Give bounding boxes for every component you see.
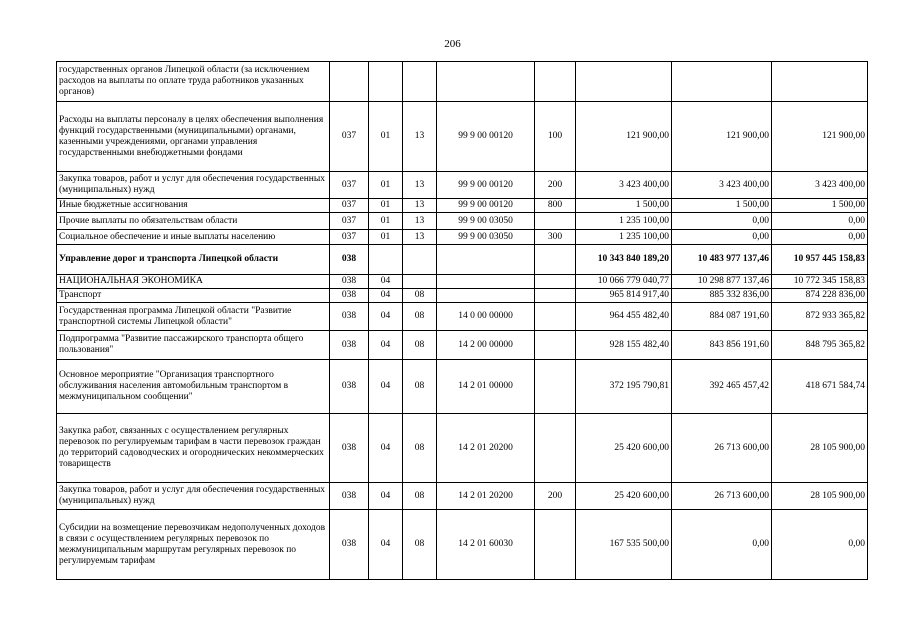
row-name: Государственная программа Липецкой области "Развитие транспортной системы Липецкой области": [57, 303, 330, 331]
row-amount-year2: 884 087 191,60: [672, 303, 772, 331]
row-csr: 99 9 00 00120: [437, 199, 535, 213]
row-pr: [403, 62, 437, 102]
row-csr: 99 9 00 00120: [437, 172, 535, 199]
row-amount-year1: 1 500,00: [576, 199, 672, 213]
row-rz: [369, 245, 403, 275]
row-amount-year2: 10 483 977 137,46: [672, 245, 772, 275]
row-amount-year3: 28 105 900,00: [772, 483, 868, 510]
row-pr: 13: [403, 213, 437, 230]
row-amount-year3: 10 772 345 158,83: [772, 275, 868, 289]
row-name: Транспорт: [57, 289, 330, 303]
row-amount-year2: 0,00: [672, 230, 772, 245]
row-vr: [535, 62, 576, 102]
row-csr: 99 9 00 00120: [437, 102, 535, 172]
row-amount-year2: [672, 62, 772, 102]
row-amount-year1: 1 235 100,00: [576, 213, 672, 230]
row-pr: 08: [403, 289, 437, 303]
page-number: 206: [444, 38, 461, 50]
row-rz: [369, 62, 403, 102]
row-ved: 037: [330, 230, 369, 245]
row-amount-year3: 872 933 365,82: [772, 303, 868, 331]
row-name: Социальное обеспечение и иные выплаты населению: [57, 230, 330, 245]
row-amount-year2: 0,00: [672, 213, 772, 230]
row-amount-year1: [576, 62, 672, 102]
row-csr: 99 9 00 03050: [437, 213, 535, 230]
row-amount-year3: 28 105 900,00: [772, 414, 868, 483]
row-vr: [535, 275, 576, 289]
row-rz: 01: [369, 230, 403, 245]
row-vr: 200: [535, 172, 576, 199]
row-pr: 08: [403, 360, 437, 414]
row-rz: 04: [369, 483, 403, 510]
row-ved: 037: [330, 199, 369, 213]
row-pr: [403, 275, 437, 289]
row-amount-year2: 1 500,00: [672, 199, 772, 213]
row-name: Иные бюджетные ассигнования: [57, 199, 330, 213]
row-csr: [437, 245, 535, 275]
row-csr: 99 9 00 03050: [437, 230, 535, 245]
row-rz: 04: [369, 331, 403, 360]
row-amount-year1: 928 155 482,40: [576, 331, 672, 360]
table-row: [57, 510, 868, 580]
row-ved: 037: [330, 172, 369, 199]
row-amount-year2: 0,00: [672, 510, 772, 580]
row-vr: [535, 331, 576, 360]
row-amount-year1: 25 420 600,00: [576, 483, 672, 510]
row-name: Закупка товаров, работ и услуг для обеспечения государственных (муниципальных) нужд: [57, 483, 330, 510]
row-pr: [403, 245, 437, 275]
table-row: [57, 331, 868, 360]
row-vr: [535, 414, 576, 483]
row-amount-year2: 843 856 191,60: [672, 331, 772, 360]
row-ved: 038: [330, 245, 369, 275]
table-row: [57, 275, 868, 289]
table-row: [57, 360, 868, 414]
row-pr: 13: [403, 172, 437, 199]
row-vr: 100: [535, 102, 576, 172]
row-vr: [535, 213, 576, 230]
row-amount-year3: 1 500,00: [772, 199, 868, 213]
row-amount-year3: [772, 62, 868, 102]
row-vr: [535, 360, 576, 414]
row-csr: [437, 289, 535, 303]
row-rz: 01: [369, 102, 403, 172]
row-amount-year1: 121 900,00: [576, 102, 672, 172]
row-csr: 14 2 01 60030: [437, 510, 535, 580]
table-row: [57, 62, 868, 102]
row-rz: 01: [369, 213, 403, 230]
row-amount-year2: 3 423 400,00: [672, 172, 772, 199]
table-row: [57, 102, 868, 172]
row-amount-year2: 26 713 600,00: [672, 483, 772, 510]
table-row: [57, 199, 868, 213]
row-vr: 800: [535, 199, 576, 213]
row-csr: 14 2 01 00000: [437, 360, 535, 414]
table-row: [57, 289, 868, 303]
row-name: Закупка работ, связанных с осуществлением регулярных перевозок по регулируемым тарифам в части перевозок граждан до территорий садоводческих и огороднических некоммерческих товариществ: [57, 414, 330, 483]
row-rz: 04: [369, 510, 403, 580]
table-row: [57, 414, 868, 483]
row-amount-year2: 121 900,00: [672, 102, 772, 172]
row-pr: 13: [403, 102, 437, 172]
row-amount-year3: 0,00: [772, 213, 868, 230]
row-name: НАЦИОНАЛЬНАЯ ЭКОНОМИКА: [57, 275, 330, 289]
row-csr: 14 2 00 00000: [437, 331, 535, 360]
row-ved: 038: [330, 510, 369, 580]
table-row: [57, 230, 868, 245]
row-vr: [535, 245, 576, 275]
row-amount-year3: 3 423 400,00: [772, 172, 868, 199]
row-amount-year3: 848 795 365,82: [772, 331, 868, 360]
row-rz: 04: [369, 289, 403, 303]
row-ved: 038: [330, 360, 369, 414]
row-amount-year1: 372 195 790,81: [576, 360, 672, 414]
row-csr: 14 0 00 00000: [437, 303, 535, 331]
row-amount-year2: 392 465 457,42: [672, 360, 772, 414]
row-name: Основное мероприятие "Организация транспортного обслуживания населения автомобильным транспортом в межмуниципальном сообщении": [57, 360, 330, 414]
table-row: [57, 303, 868, 331]
row-rz: 01: [369, 199, 403, 213]
row-name: Подпрограмма "Развитие пассажирского транспорта общего пользования": [57, 331, 330, 360]
row-name: Закупка товаров, работ и услуг для обеспечения государственных (муниципальных) нужд: [57, 172, 330, 199]
row-amount-year3: 0,00: [772, 510, 868, 580]
row-rz: 04: [369, 414, 403, 483]
row-amount-year1: 965 814 917,40: [576, 289, 672, 303]
row-ved: 038: [330, 275, 369, 289]
row-amount-year2: 26 713 600,00: [672, 414, 772, 483]
row-ved: 038: [330, 303, 369, 331]
table-row: [57, 213, 868, 230]
row-ved: 038: [330, 414, 369, 483]
row-ved: 037: [330, 213, 369, 230]
row-amount-year3: 0,00: [772, 230, 868, 245]
row-rz: 04: [369, 303, 403, 331]
row-name: Управление дорог и транспорта Липецкой области: [57, 245, 330, 275]
row-rz: 01: [369, 172, 403, 199]
row-name: Субсидии на возмещение перевозчикам недополученных доходов в связи с осуществлением регулярных перевозок по межмуниципальным маршрутам регулярных перевозок по регулируемым тарифам: [57, 510, 330, 580]
row-pr: 08: [403, 331, 437, 360]
row-rz: 04: [369, 360, 403, 414]
row-name: государственных органов Липецкой области (за исключением расходов на выплаты по оплате труда работников указанных органов): [57, 62, 330, 102]
row-rz: 04: [369, 275, 403, 289]
row-ved: 037: [330, 102, 369, 172]
row-name: Расходы на выплаты персоналу в целях обеспечения выполнения функций государственными (муниципальными) органами, казенными учреждениями, органами управления государственными внебюджетными фондами: [57, 102, 330, 172]
row-amount-year1: 3 423 400,00: [576, 172, 672, 199]
row-vr: [535, 303, 576, 331]
row-vr: 200: [535, 483, 576, 510]
row-vr: [535, 289, 576, 303]
row-csr: 14 2 01 20200: [437, 414, 535, 483]
row-csr: [437, 62, 535, 102]
table-row: [57, 245, 868, 275]
budget-table: [56, 61, 868, 580]
row-pr: 13: [403, 199, 437, 213]
row-amount-year1: 25 420 600,00: [576, 414, 672, 483]
row-pr: 13: [403, 230, 437, 245]
row-amount-year1: 10 066 779 040,77: [576, 275, 672, 289]
row-ved: 038: [330, 289, 369, 303]
row-amount-year3: 874 228 836,00: [772, 289, 868, 303]
row-amount-year2: 885 332 836,00: [672, 289, 772, 303]
row-ved: 038: [330, 483, 369, 510]
row-name: Прочие выплаты по обязательствам области: [57, 213, 330, 230]
row-pr: 08: [403, 483, 437, 510]
row-csr: 14 2 01 20200: [437, 483, 535, 510]
row-ved: [330, 62, 369, 102]
row-amount-year3: 418 671 584,74: [772, 360, 868, 414]
row-amount-year1: 1 235 100,00: [576, 230, 672, 245]
row-amount-year3: 10 957 445 158,83: [772, 245, 868, 275]
row-vr: [535, 510, 576, 580]
row-amount-year3: 121 900,00: [772, 102, 868, 172]
row-vr: 300: [535, 230, 576, 245]
row-amount-year1: 964 455 482,40: [576, 303, 672, 331]
row-pr: 08: [403, 414, 437, 483]
table-row: [57, 172, 868, 199]
row-ved: 038: [330, 331, 369, 360]
row-csr: [437, 275, 535, 289]
row-amount-year1: 10 343 840 189,20: [576, 245, 672, 275]
row-amount-year2: 10 298 877 137,46: [672, 275, 772, 289]
table-row: [57, 483, 868, 510]
row-pr: 08: [403, 303, 437, 331]
row-pr: 08: [403, 510, 437, 580]
row-amount-year1: 167 535 500,00: [576, 510, 672, 580]
